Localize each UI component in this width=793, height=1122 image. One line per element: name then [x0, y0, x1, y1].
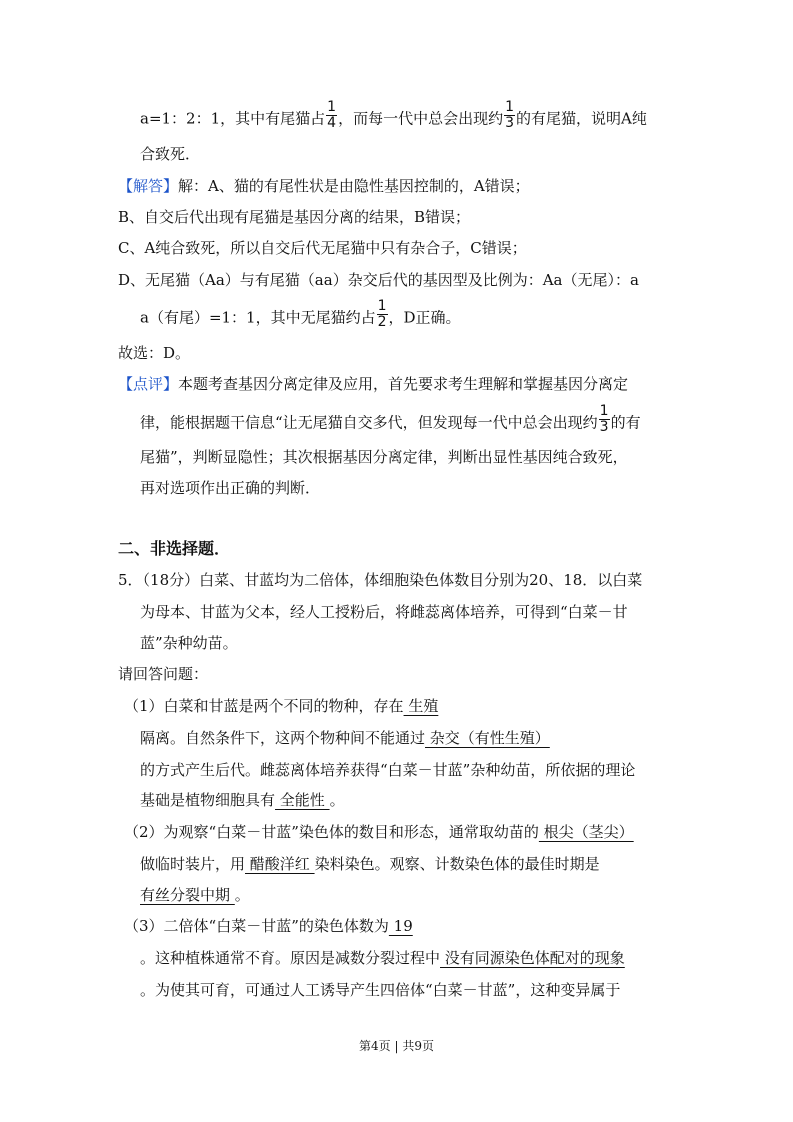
text-line: a=1：2：1，其中有尾猫占 $\frac{1}{4}$ ，而每一代中总会出现约 $\frac{1}{3}$ 的有尾猫，说明A纯	[140, 99, 647, 131]
text-line: B、自交后代出现有尾猫是基因分离的结果，B错误；	[118, 208, 471, 226]
text-line: C、A纯合致死，所以自交后代无尾猫中只有杂合子，C错误；	[118, 239, 527, 257]
question-line: 基础是植物细胞具有 全能性 。	[140, 791, 345, 809]
answer-blank: 醋酸洋红	[245, 855, 315, 873]
question-line: 蓝”杂种幼苗。	[140, 634, 238, 652]
comment-line: 【点评】本题考查基因分离定律及应用，首先要求考生理解和掌握基因分离定	[118, 375, 629, 393]
question-line: 隔离。自然条件下，这两个物种间不能通过 杂交（有性生殖）	[140, 729, 550, 747]
question-line: 。为使其可育，可通过人工诱导产生四倍体“白菜－甘蓝”，这种变异属于	[140, 981, 621, 999]
question-line: 为母本、甘蓝为父本，经人工授粉后，将雌蕊离体培养，可得到“白菜－甘	[140, 603, 628, 621]
fraction: $\frac{1}{4}$	[327, 99, 337, 131]
answer-blank: 全能性	[275, 791, 330, 809]
question-line: 5．（18分）白菜、甘蓝均为二倍体，体细胞染色体数目分别为20、18．以白菜	[118, 571, 643, 589]
text-line: 故选：D。	[118, 344, 191, 362]
question-line: 。这种植株通常不育。原因是减数分裂过程中 没有同源染色体配对的现象	[140, 949, 625, 967]
fraction: $\frac{1}{2}$	[377, 298, 387, 330]
answer-blank: 有丝分裂中期	[140, 886, 235, 904]
question-part-1: （1）白菜和甘蓝是两个不同的物种，存在 生殖	[124, 697, 439, 715]
solution-line: 【解答】解：A、猫的有尾性状是由隐性基因控制的，A错误；	[118, 177, 530, 195]
text-line: 再对选项作出正确的判断．	[140, 479, 321, 497]
fraction: $\frac{1}{3}$	[599, 403, 609, 435]
answer-blank: 根尖（茎尖）	[538, 823, 634, 841]
answer-blank: 生殖	[403, 697, 439, 715]
text-line: a（有尾）=1：1，其中无尾猫约占 $\frac{1}{2}$ ，D正确。	[140, 298, 461, 330]
answer-blank: 没有同源染色体配对的现象	[440, 949, 625, 967]
question-part-3: （3）二倍体“白菜－甘蓝”的染色体数为 19	[124, 917, 413, 935]
section-title: 二、非选择题．	[118, 539, 231, 558]
page-footer: 第4页 | 共9页	[359, 1039, 434, 1053]
solution-tag: 【解答】	[118, 177, 179, 195]
question-line: 的方式产生后代。雌蕊离体培养获得“白菜－甘蓝”杂种幼苗，所依据的理论	[140, 761, 636, 779]
answer-blank: 杂交（有性生殖）	[425, 729, 550, 747]
question-line: 做临时装片，用 醋酸洋红 染料染色。观察、计数染色体的最佳时期是	[140, 855, 600, 873]
comment-tag: 【点评】	[118, 375, 179, 393]
text-line: D、无尾猫（Aa）与有尾猫（aa）杂交后代的基因型及比例为：Aa（无尾）：a	[118, 271, 639, 289]
question-part-2: （2）为观察“白菜－甘蓝”染色体的数目和形态，通常取幼苗的 根尖（茎尖）	[124, 823, 634, 841]
text-line: 律，能根据题干信息“让无尾猫自交多代，但发现每一代中总会出现约 $\frac{1}{3}$ 的有	[140, 403, 641, 435]
answer-blank: 19	[388, 917, 413, 935]
fraction: $\frac{1}{3}$	[505, 99, 515, 131]
question-prompt: 请回答问题：	[118, 665, 209, 683]
text-line: 合致死．	[140, 145, 201, 163]
text-line: 尾猫”，判断显隐性；其次根据基因分离定律，判断出显性基因纯合致死，	[140, 448, 628, 466]
question-line: 有丝分裂中期 。	[140, 886, 250, 904]
